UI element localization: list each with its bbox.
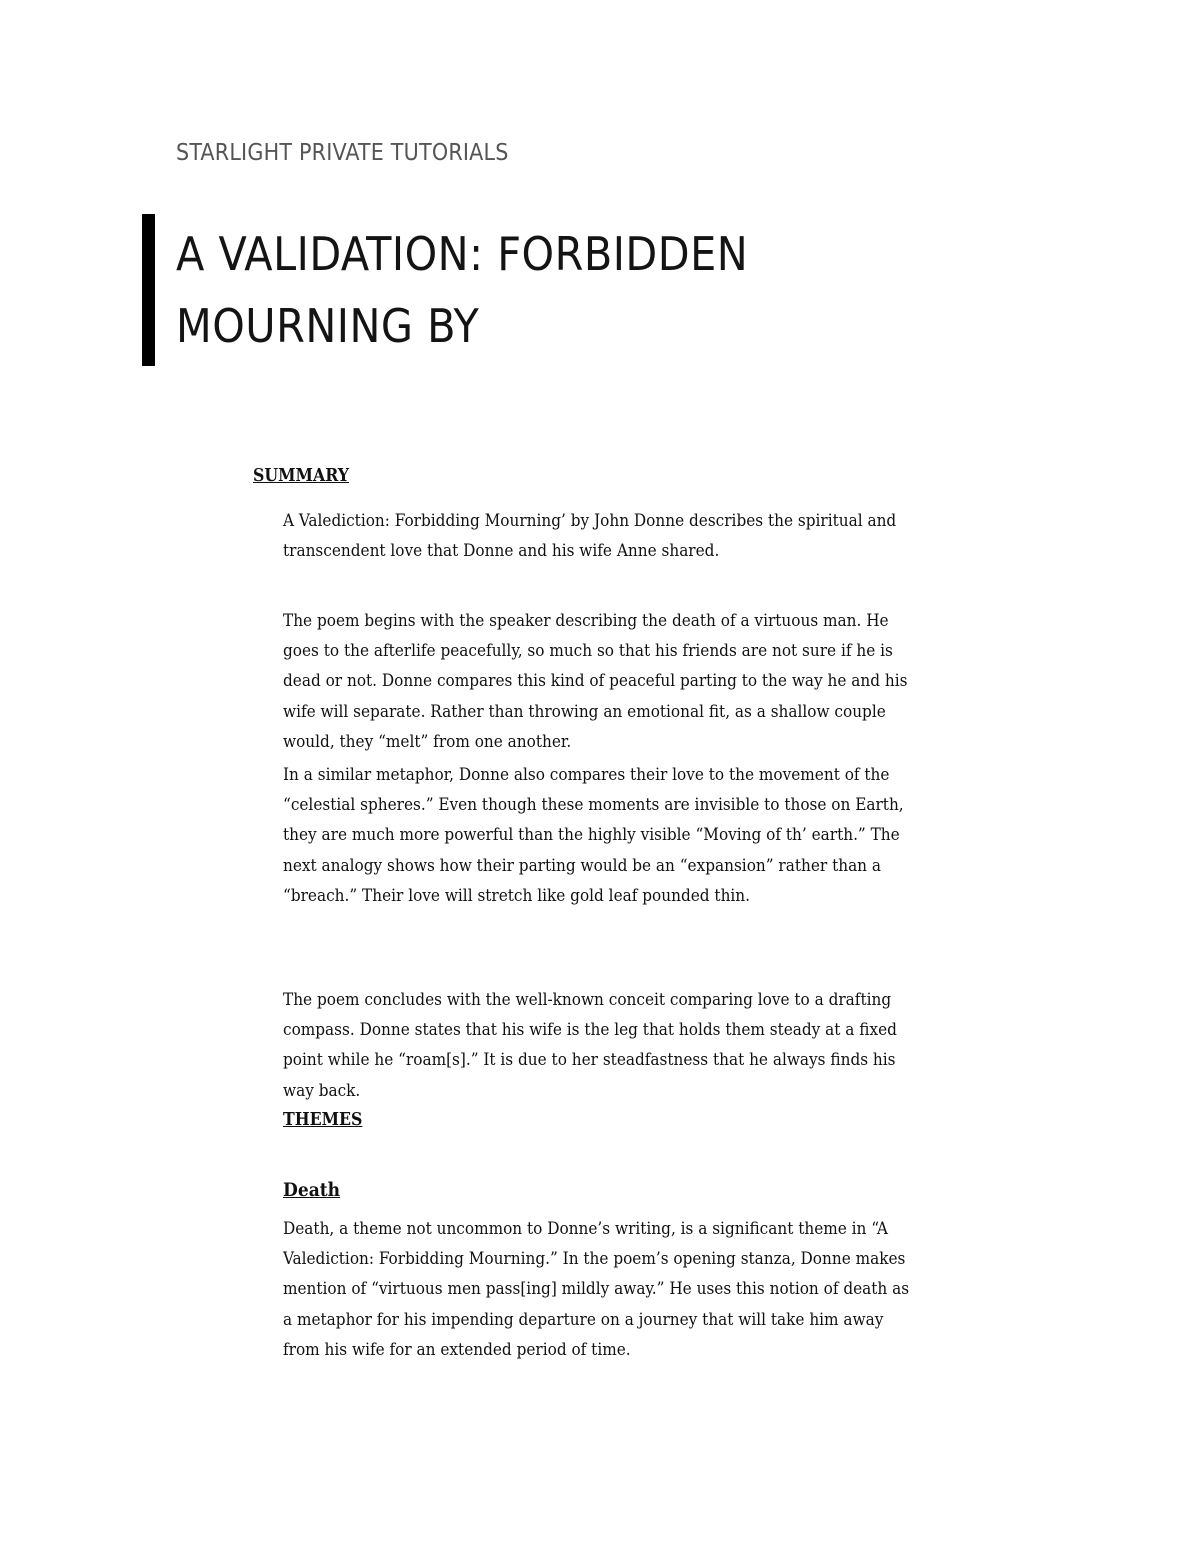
text-line: from his wife for an extended period of time.: [283, 1339, 631, 1360]
themes-heading: THEMES: [283, 1110, 363, 1130]
text-line: “breach.” Their love will stretch like gold leaf pounded thin.: [283, 885, 751, 906]
text-line: transcendent love that Donne and his wife Anne shared.: [283, 541, 720, 562]
text-line: mention of “virtuous men pass[ing] mildly away.” He uses this notion of death as: [283, 1279, 910, 1300]
organization-header: STARLIGHT PRIVATE TUTORIALS: [176, 140, 509, 166]
title-line: MOURNING BY: [176, 299, 480, 353]
document-title: [176, 218, 1076, 362]
text-line: a metaphor for his impending departure on a journey that will take him away: [283, 1309, 884, 1330]
death-heading: Death: [283, 1179, 341, 1201]
text-line: Valediction: Forbidding Mourning.” In the poem’s opening stanza, Donne makes: [283, 1249, 906, 1270]
title-line: A VALIDATION: FORBIDDEN: [176, 227, 749, 281]
text-line: next analogy shows how their parting would be an “expansion” rather than a: [283, 855, 882, 876]
summary-paragraph: [283, 506, 1043, 566]
title-accent-bar: [142, 214, 155, 366]
text-line: dead or not. Donne compares this kind of peaceful parting to the way he and his: [283, 671, 908, 692]
text-line: they are much more powerful than the highly visible “Moving of th’ earth.” The: [283, 825, 900, 846]
text-line: “celestial spheres.” Even though these moments are invisible to those on Earth,: [283, 795, 904, 816]
text-line: would, they “melt” from one another.: [283, 731, 572, 752]
text-line: compass. Donne states that his wife is the leg that holds them steady at a fixed: [283, 1020, 897, 1041]
text-line: A Valediction: Forbidding Mourning’ by John Donne describes the spiritual and: [283, 511, 897, 531]
text-line: wife will separate. Rather than throwing an emotional fit, as a shallow couple: [283, 701, 886, 722]
text-line: Death, a theme not uncommon to Donne’s writing, is a significant theme in “A: [283, 1219, 888, 1239]
text-line: The poem begins with the speaker describing the death of a virtuous man. He: [283, 611, 889, 631]
summary-heading: SUMMARY: [253, 466, 349, 486]
text-line: In a similar metaphor, Donne also compares their love to the movement of the: [283, 765, 890, 785]
text-line: way back.: [283, 1080, 361, 1101]
text-line: point while he “roam[s].” It is due to her steadfastness that he always finds his: [283, 1050, 896, 1071]
death-paragraph: [283, 1214, 1043, 1365]
summary-paragraph: [283, 760, 1043, 911]
summary-paragraph: [283, 606, 1043, 757]
text-line: goes to the afterlife peacefully, so much so that his friends are not sure if he is: [283, 641, 893, 662]
text-line: The poem concludes with the well-known conceit comparing love to a drafting: [283, 990, 892, 1010]
summary-paragraph: [283, 985, 1043, 1106]
